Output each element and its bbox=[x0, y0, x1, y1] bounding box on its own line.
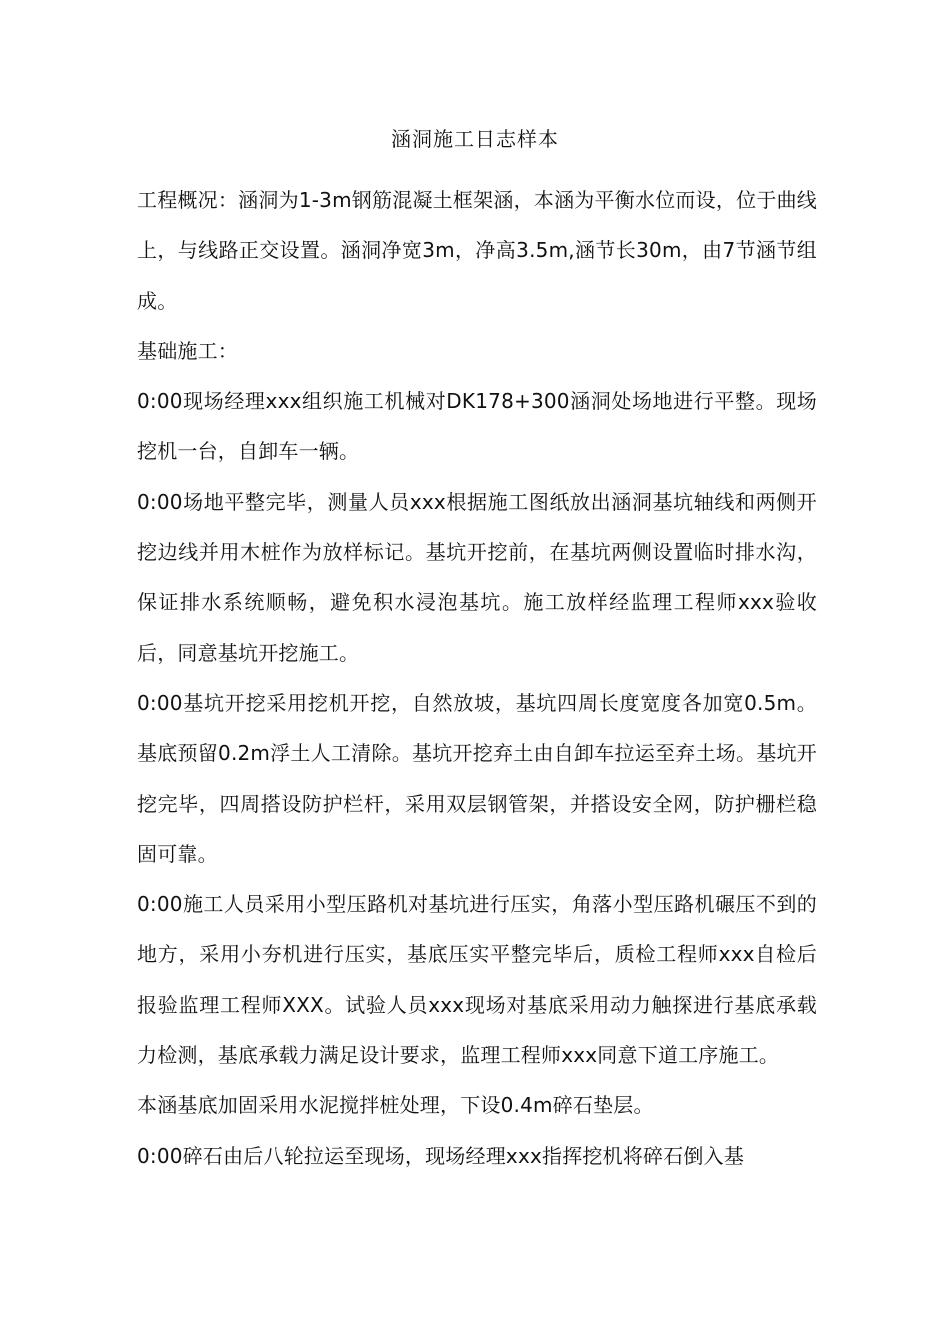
paragraph-reinforcement: 本涵基底加固采用水泥搅拌桩处理，下设0.4m碎石垫层。 bbox=[137, 1093, 654, 1118]
paragraph-survey-layout: 0:00场地平整完毕，测量人员xxx根据施工图纸放出涵洞基坑轴线和两侧开挖边线并用木桩作为放样标记。基坑开挖前，在基坑两侧设置临时排水沟，保证排水系统顺畅，避免积水浸泡基坑。施工放样经监理工程师xxx验收后，同意基坑开挖施工。 bbox=[137, 489, 817, 665]
paragraph-site-leveling: 0:00现场经理xxx组织施工机械对DK178+300涵洞处场地进行平整。现场挖机一台，自卸车一辆。 bbox=[137, 389, 817, 464]
paragraph-gravel: 0:00碎石由后八轮拉运至现场，现场经理xxx指挥挖机将碎石倒入基 bbox=[137, 1143, 745, 1168]
paragraph-overview: 工程概况：涵洞为1-3m钢筋混凝土框架涵，本涵为平衡水位而设，位于曲线上，与线路正交设置。涵洞净宽3m，净高3.5m,涵节长30m，由7节涵节组成。 bbox=[137, 188, 817, 313]
paragraph-foundation-heading: 基础施工： bbox=[137, 338, 238, 363]
paragraph-compaction: 0:00施工人员采用小型压路机对基坑进行压实，角落小型压路机碾压不到的地方，采用小夯机进行压实，基底压实平整完毕后，质检工程师xxx自检后报验监理工程师XXX。试验人员xxx现场对基底采用动力触探进行基底承载力检测，基底承载力满足设计要求，监理工程师xxx同意下道工序施工。 bbox=[137, 892, 817, 1068]
paragraph-excavation: 0:00基坑开挖采用挖机开挖，自然放坡，基坑四周长度宽度各加宽0.5m。基底预留0.2m浮土人工清除。基坑开挖弃土由自卸车拉运至弃土场。基坑开挖完毕，四周搭设防护栏杆，采用双层钢管架，并搭设安全网，防护栅栏稳固可靠。 bbox=[137, 690, 817, 866]
document-body bbox=[137, 175, 817, 1181]
document-title: 涵洞施工日志样本 bbox=[391, 127, 559, 151]
